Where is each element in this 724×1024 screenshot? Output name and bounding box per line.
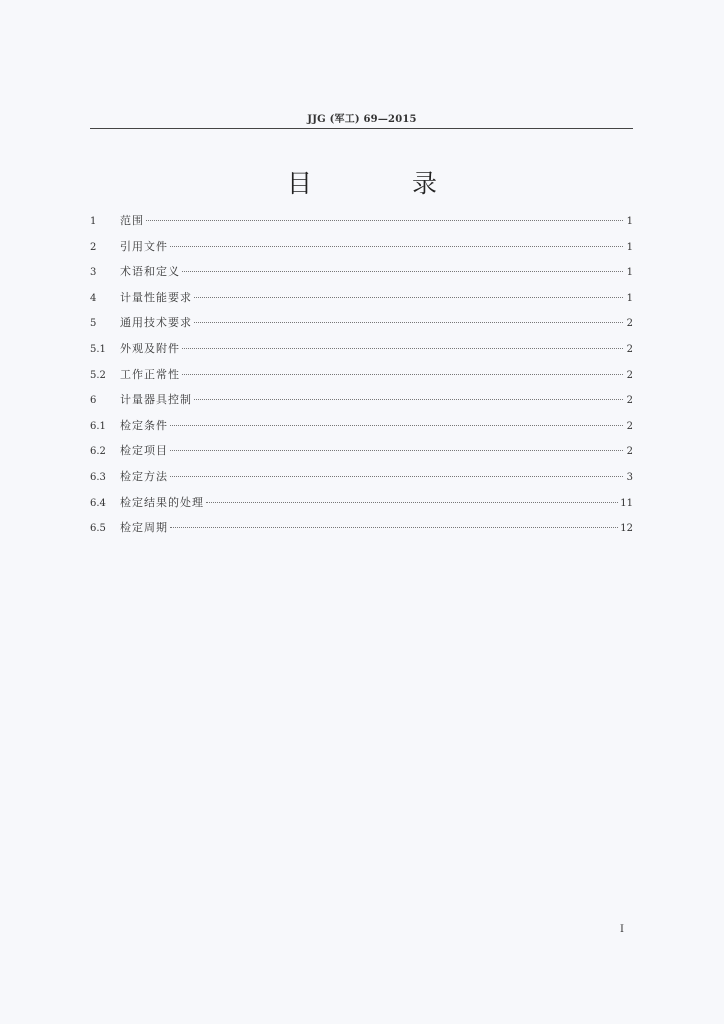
toc-entry-label: 计量性能要求 <box>120 290 192 304</box>
toc-dot-leader <box>182 348 623 349</box>
toc-entry-number: 5.2 <box>90 369 106 381</box>
toc-dot-leader <box>206 502 618 503</box>
toc-dot-leader <box>170 527 618 528</box>
toc-entry-page: 2 <box>626 395 633 407</box>
toc-entry-page: 2 <box>626 420 633 432</box>
toc-entry[interactable] <box>90 238 633 264</box>
toc-entry-number: 6.2 <box>90 446 106 458</box>
toc-entry-number: 6 <box>90 395 97 407</box>
toc-dot-leader <box>194 399 623 400</box>
toc-dot-leader <box>170 476 623 477</box>
toc-entry[interactable] <box>90 212 633 238</box>
toc-entry[interactable] <box>90 519 633 545</box>
toc-entry-page: 1 <box>626 267 633 279</box>
header-rule <box>90 128 633 129</box>
toc-dot-leader <box>170 425 623 426</box>
toc-entry-page: 3 <box>626 471 633 483</box>
toc-entry-number: 3 <box>90 267 97 279</box>
toc-entry-number: 6.3 <box>90 471 106 483</box>
toc-entry[interactable] <box>90 494 633 520</box>
toc-dot-leader <box>170 246 623 247</box>
toc-entry-label: 检定结果的处理 <box>120 495 204 509</box>
toc-entry-page: 1 <box>626 241 633 253</box>
toc-entry[interactable] <box>90 340 633 366</box>
toc-entry-label: 检定周期 <box>120 521 168 535</box>
toc-entry[interactable] <box>90 366 633 392</box>
toc-entry-page: 2 <box>626 446 633 458</box>
toc-entry-number: 5.1 <box>90 343 106 355</box>
toc-entry-page: 1 <box>626 292 633 304</box>
toc-entry-page: 2 <box>626 343 633 355</box>
toc-dot-leader <box>182 271 623 272</box>
toc-entry-label: 引用文件 <box>120 239 168 253</box>
toc-entry-page: 1 <box>626 216 633 227</box>
toc-entry[interactable] <box>90 391 633 417</box>
toc-entry-number: 6.1 <box>90 420 106 432</box>
toc-entry-page: 11 <box>620 497 633 509</box>
toc-entry-number: 1 <box>90 216 97 227</box>
table-of-contents <box>90 212 633 545</box>
toc-dot-leader <box>182 374 623 375</box>
toc-entry-number: 2 <box>90 241 97 253</box>
toc-dot-leader <box>146 220 623 221</box>
toc-entry[interactable] <box>90 314 633 340</box>
toc-entry[interactable] <box>90 263 633 289</box>
toc-entry[interactable] <box>90 468 633 494</box>
toc-entry-label: 计量器具控制 <box>120 393 192 407</box>
toc-entry-label: 检定条件 <box>120 418 168 432</box>
toc-entry[interactable] <box>90 289 633 315</box>
toc-entry-number: 6.4 <box>90 497 106 509</box>
toc-entry-label: 工作正常性 <box>120 367 180 381</box>
toc-dot-leader <box>194 322 623 323</box>
toc-entry-number: 4 <box>90 292 97 304</box>
toc-entry-label: 检定项目 <box>120 444 168 458</box>
toc-entry-page: 12 <box>620 523 633 535</box>
toc-entry-number: 5 <box>90 318 97 330</box>
toc-entry-number: 6.5 <box>90 523 106 535</box>
toc-entry-label: 外观及附件 <box>120 341 180 355</box>
toc-entry-label: 通用技术要求 <box>120 316 192 330</box>
toc-entry-page: 2 <box>626 318 633 330</box>
toc-entry-label: 范围 <box>120 214 144 227</box>
toc-entry[interactable] <box>90 442 633 468</box>
running-header: JJG (军工) 69—2015 <box>307 114 417 125</box>
toc-dot-leader <box>170 450 623 451</box>
toc-entry-label: 术语和定义 <box>120 265 180 279</box>
toc-entry[interactable] <box>90 417 633 443</box>
toc-entry-page: 2 <box>626 369 633 381</box>
toc-dot-leader <box>194 297 623 298</box>
toc-entry-label: 检定方法 <box>120 469 168 483</box>
page-title: 目 录 <box>287 169 483 198</box>
page-number: I <box>620 924 624 935</box>
